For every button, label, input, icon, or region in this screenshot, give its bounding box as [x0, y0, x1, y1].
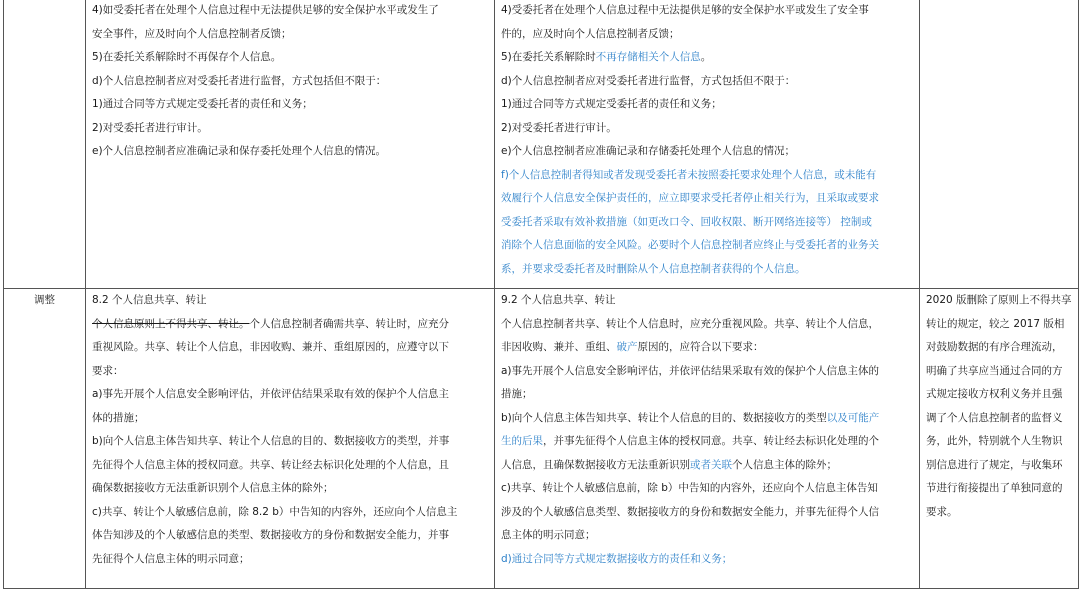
line-text: 个人信息控制者确需共享、转让时，应充分 [249, 317, 449, 330]
line-text: c)共享、转让个人敏感信息前，除 b）中告知的内容外，还应向个人信息主体告知 [501, 482, 878, 494]
paragraph-line [501, 407, 913, 431]
table-row [4, 289, 1079, 589]
line-text: 个人信息控制者共享、转让个人信息时，应充分重视风险。共享、转让个人信息， [501, 317, 879, 330]
deleted-text: 个人信息原则上不得共享、转让。 [92, 317, 250, 330]
paragraph-line [501, 313, 913, 337]
section-title: 9.2 个人信息共享、转让 [501, 294, 616, 306]
paragraph-line [501, 501, 913, 525]
line-text: 原因的，应符合以下要求： [637, 341, 764, 353]
old-text-cell [86, 0, 495, 289]
added-text: d)通过合同等方式规定数据接收方的责任和义务； [501, 552, 733, 565]
paragraph-line: 4)如受委托者在处理个人信息过程中无法提供足够的安全保护水平或发生了 [92, 4, 439, 16]
section-title: 8.2 个人信息共享、转让 [92, 294, 207, 306]
line-text: ，并事先征得个人信息主体的授权同意。共享、转让经去标识化处理的个 [543, 435, 879, 447]
paragraph-line [501, 70, 913, 94]
line-text: 涉及的个人敏感信息类型、数据接收方的身份和数据安全能力，并事先征得个人信 [501, 505, 879, 518]
paragraph-line: a)事先开展个人信息安全影响评估，并依评估结果采取有效的保护个人信息主 [92, 388, 450, 400]
paragraph-line: 要求： [92, 364, 124, 377]
new-text-cell [495, 0, 920, 289]
line-text: 息主体的明示同意； [501, 529, 596, 541]
paragraph-line [501, 430, 913, 454]
paragraph-line [501, 548, 913, 572]
paragraph-line: 消除个人信息面临的安全风险。必要时个人信息控制者应终止与受委托者的业务关 [501, 239, 879, 251]
paragraph-line [501, 46, 913, 70]
paragraph-line: 确保数据接收方无法重新识别个人信息主体的除外； [92, 482, 334, 494]
line-text: 4)受委托者在处理个人信息过程中无法提供足够的安全保护水平或发生了安全事 [501, 4, 869, 16]
paragraph-line: 体告知涉及的个人敏感信息的类型、数据接收方的身份和数据安全能力，并事 [92, 529, 449, 541]
line-text: 人信息，且确保数据接收方无法重新识别 [501, 458, 690, 471]
line-text: e)个人信息控制者应准确记录和存储委托处理个人信息的情况； [501, 145, 796, 157]
paragraph-line [501, 524, 913, 548]
paragraph-line: 先征得个人信息主体的明示同意； [92, 552, 250, 565]
line-text: b)向个人信息主体告知共享、转让个人信息的目的、数据接收方的类型 [501, 411, 827, 424]
paragraph-line: b)向个人信息主体告知共享、转让个人信息的目的、数据接收方的类型，并事 [92, 435, 450, 447]
note-cell: 2020 版删除了原则上不得共享转让的规定，较之 2017 版相对鼓励数据的有序合理流动，明确了共享应当通过合同的方式规定接收方权利义务并且强调了个人信息控制者的监督义务，此外，特别就个人生物识别信息进行了规定，与收集环节进行衔接提出了单独同意的要求。 [920, 289, 1079, 589]
paragraph-line [501, 140, 913, 164]
paragraph-line [92, 313, 488, 337]
paragraph-line [501, 360, 913, 384]
paragraph-line: 5)在委托关系解除时不再保存个人信息。 [92, 51, 282, 63]
line-text: 件的，应及时向个人信息控制者反馈； [501, 27, 680, 40]
added-text: 以及可能产 [826, 411, 880, 424]
paragraph-line [501, 336, 913, 360]
old-text-cell [86, 289, 495, 589]
line-text: 非因收购、兼并、重组、 [501, 341, 617, 353]
line-text: 措施； [501, 388, 533, 400]
added-text: 生的后果 [501, 435, 543, 447]
line-text: 。 [700, 51, 712, 63]
table-row [4, 0, 1079, 289]
line-text: 5)在委托关系解除时 [501, 51, 596, 63]
paragraph-line: 1)通过合同等方式规定受委托者的责任和义务； [92, 98, 313, 110]
paragraph-line [501, 23, 913, 47]
paragraph-line [501, 477, 913, 501]
added-text: 或者关联 [690, 458, 732, 471]
paragraph-line: 受委托者采取有效补救措施（如更改口令、回收权限、断开网络连接等） 控制或 [501, 215, 872, 228]
line-text: 1)通过合同等方式规定受委托者的责任和义务； [501, 98, 722, 110]
line-text: 个人信息主体的除外； [732, 458, 837, 471]
paragraph-line: c)共享、转让个人敏感信息前，除 8.2 b）中告知的内容外，还应向个人信息主 [92, 505, 458, 518]
added-text: 破产 [616, 341, 638, 353]
comparison-table [3, 0, 1079, 589]
paragraph-line: d)个人信息控制者应对受委托者进行监督，方式包括但不限于： [92, 74, 387, 87]
note-cell [920, 0, 1079, 289]
paragraph-line: f)个人信息控制者得知或者发现受委托者未按照委托要求处理个人信息，或未能有 [501, 168, 877, 181]
paragraph-line: 先征得个人信息主体的授权同意。共享、转让经去标识化处理的个人信息，且 [92, 458, 449, 471]
line-text: d)个人信息控制者应对受委托者进行监督，方式包括但不限于： [501, 74, 796, 87]
paragraph-line [501, 383, 913, 407]
paragraph-line: 系，并要求受委托者及时删除从个人信息控制者获得的个人信息。 [501, 262, 806, 275]
paragraph-line [501, 0, 913, 23]
paragraph-line [501, 93, 913, 117]
paragraph-line: e)个人信息控制者应准确记录和保存委托处理个人信息的情况。 [92, 145, 387, 157]
paragraph-line: 2)对受委托者进行审计。 [92, 121, 208, 134]
paragraph-line [501, 454, 913, 478]
new-text-cell [495, 289, 920, 589]
paragraph-line: 体的措施； [92, 411, 145, 424]
added-text: 不再存储相关个人信息 [595, 51, 701, 63]
paragraph-line: 重视风险。共享、转让个人信息，非因收购、兼并、重组原因的，应遵守以下 [92, 341, 449, 353]
paragraph-line [501, 117, 913, 141]
row-label: 调整 [4, 289, 86, 589]
paragraph-line: 安全事件，应及时向个人信息控制者反馈； [92, 27, 292, 40]
line-text: 2)对受委托者进行审计。 [501, 121, 617, 134]
row-label [4, 0, 86, 289]
line-text: a)事先开展个人信息安全影响评估，并依评估结果采取有效的保护个人信息主体的 [501, 364, 880, 377]
paragraph-line: 效履行个人信息安全保护责任的，应立即要求受托者停止相关行为，且采取或要求 [501, 192, 879, 204]
